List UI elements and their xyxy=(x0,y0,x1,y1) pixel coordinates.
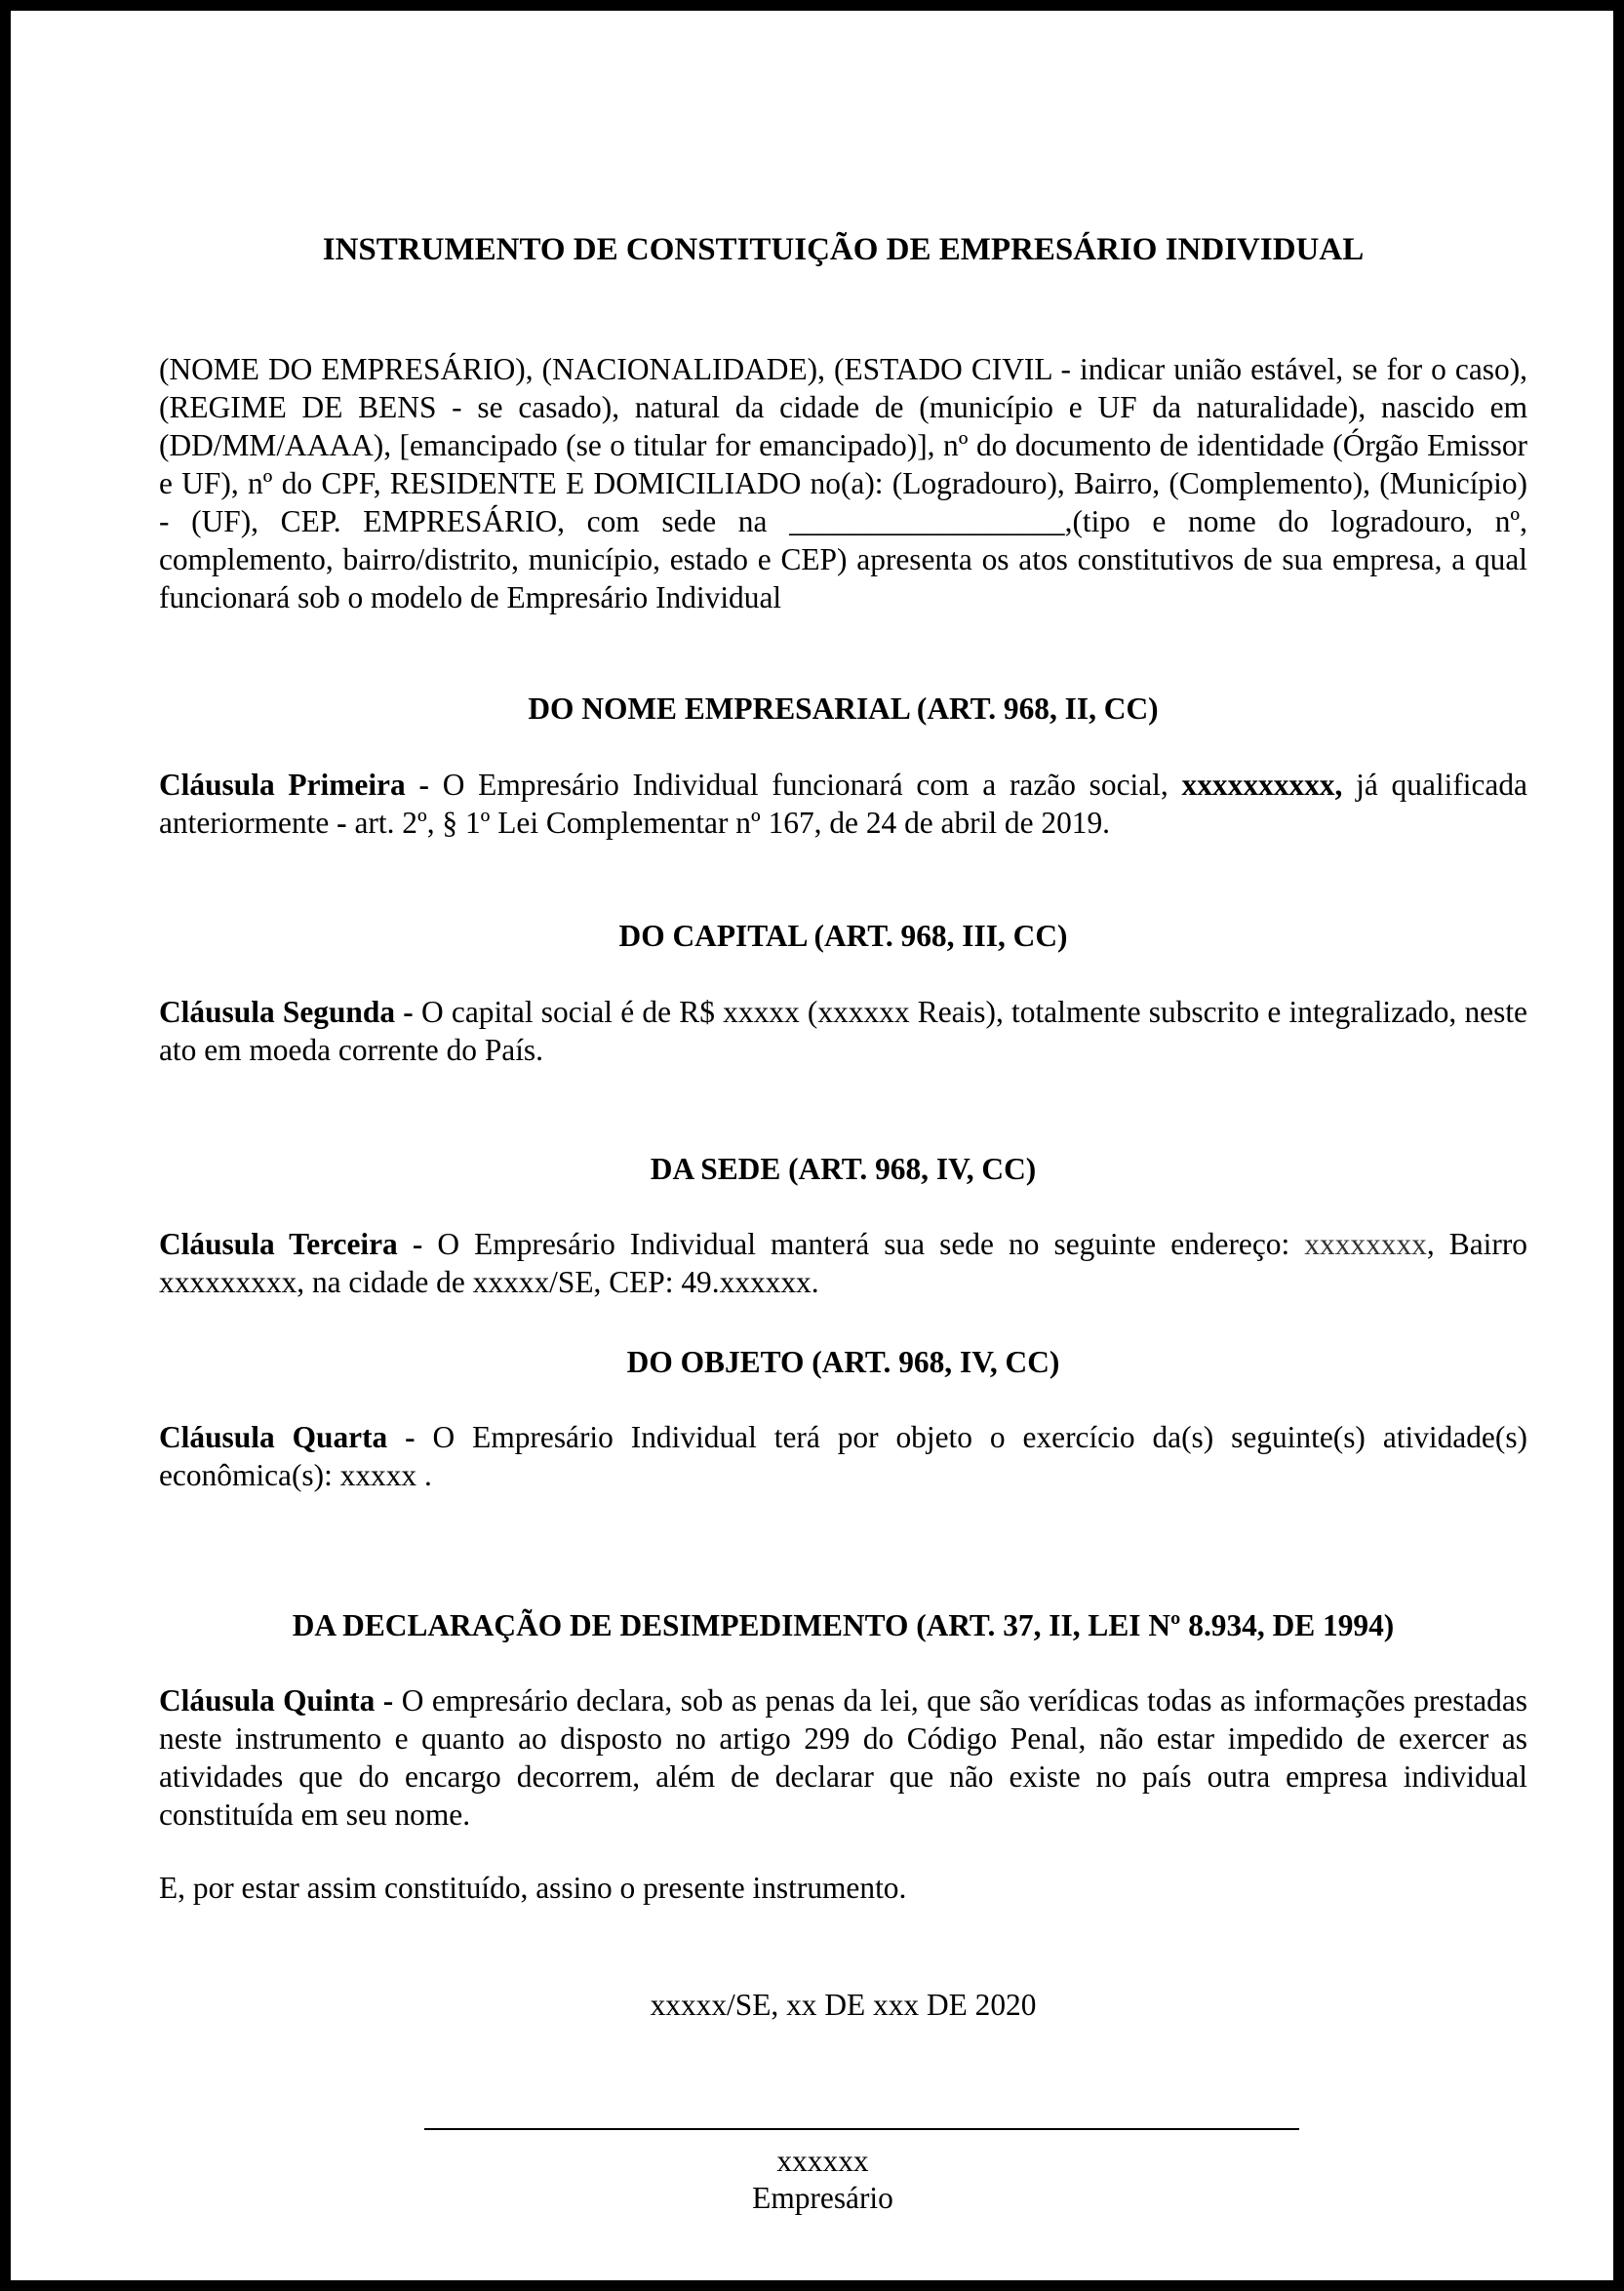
clause-primeira-text-3: art. 2º, § 1º Lei Complementar nº 167, de 24 de abril de 2019. xyxy=(346,806,1111,840)
heading-sede: DA SEDE (ART. 968, IV, CC) xyxy=(650,1152,1037,1186)
clause-quinta-label: Cláusula Quinta - xyxy=(159,1683,394,1718)
signature-name: xxxxxx xyxy=(776,2144,869,2178)
clause-primeira-text-1: O Empresário Individual funcionará com a razão social, xyxy=(428,768,1182,802)
intro-paragraph: (NOME DO EMPRESÁRIO), (NACIONALIDADE), (ESTADO CIVIL - indicar união estável, se for o caso), (REGIME DE BENS - se casado), natural da cidade de (município e UF da naturalidade), nascido em (DD/MM/AAAA), [emancipado (se o titular for emancipado)], nº do documento de identidade (Órgão Emissor e UF), nº do CPF, RESIDENTE E DOMICILIADO no(a): (Logradouro), Bairro, (Complemento), (Município) - (UF), CEP. EMPRESÁRIO, com sede na __________________,(tipo e nome do logradouro, nº, complemento, bairro/distrito, município, estado e CEP) apresenta os atos constitutivos de sua empresa, a qual funcionará sob o modelo de Empresário Individual xyxy=(159,352,1527,614)
heading-nome-empresarial: DO NOME EMPRESARIAL (ART. 968, II, CC) xyxy=(528,691,1159,726)
heading-declaracao: DA DECLARAÇÃO DE DESIMPEDIMENTO (ART. 37, II, LEI Nº 8.934, DE 1994) xyxy=(292,1608,1395,1642)
place-date: xxxxx/SE, xx DE xxx DE 2020 xyxy=(650,1988,1037,2022)
clause-terceira xyxy=(159,1225,1527,1301)
clause-quarta-text: O Empresário Individual terá por objeto o exercício da(s) seguinte(s) atividade(s) econômica(s): xxxxx . xyxy=(159,1420,1527,1492)
clause-terceira-text-1: O Empresário Individual manterá sua sede no seguinte endereço: xyxy=(422,1227,1305,1261)
clause-primeira-text-2: já qualificada anteriormente xyxy=(159,768,1527,840)
clause-primeira-razao-social: xxxxxxxxxx, xyxy=(1181,768,1343,802)
document-title: INSTRUMENTO DE CONSTITUIÇÃO DE EMPRESÁRIO INDIVIDUAL xyxy=(322,232,1365,267)
clause-terceira-text-2: , Bairro xxxxxxxxx, na cidade de xxxxx/SE, CEP: 49.xxxxxx. xyxy=(159,1227,1527,1299)
signature-line xyxy=(424,2128,1299,2130)
clause-terceira-label: Cláusula Terceira - xyxy=(159,1227,423,1261)
heading-capital: DO CAPITAL (ART. 968, III, CC) xyxy=(618,919,1068,953)
clause-quinta-text: O empresário declara, sob as penas da lei, que são verídicas todas as informações prestadas neste instrumento e quanto ao disposto no artigo 299 do Código Penal, não estar impedido de exercer as atividades que do encargo decorrem, além de declarar que não existe no país outra empresa individual constituída em seu nome. xyxy=(159,1683,1527,1832)
clause-segunda xyxy=(159,993,1527,1069)
closing-statement: E, por estar assim constituído, assino o presente instrumento. xyxy=(159,1871,907,1905)
clause-quinta xyxy=(159,1681,1527,1834)
document-body xyxy=(159,11,1527,2280)
clause-primeira xyxy=(159,766,1527,842)
clause-quarta-label: Cláusula Quarta - xyxy=(159,1420,416,1454)
clause-primeira-dash: - xyxy=(337,806,347,840)
clause-terceira-endereco: xxxxxxxx xyxy=(1304,1227,1427,1261)
clause-segunda-label: Cláusula Segunda - xyxy=(159,995,414,1029)
clause-primeira-label: Cláusula Primeira - xyxy=(159,768,429,802)
signature-role: Empresário xyxy=(752,2181,893,2215)
clause-segunda-text: O capital social é de R$ xxxxx (xxxxxx Reais), totalmente subscrito e integralizado, neste ato em moeda corrente do País. xyxy=(159,995,1527,1067)
clause-quarta xyxy=(159,1418,1527,1494)
heading-objeto: DO OBJETO (ART. 968, IV, CC) xyxy=(626,1345,1060,1379)
